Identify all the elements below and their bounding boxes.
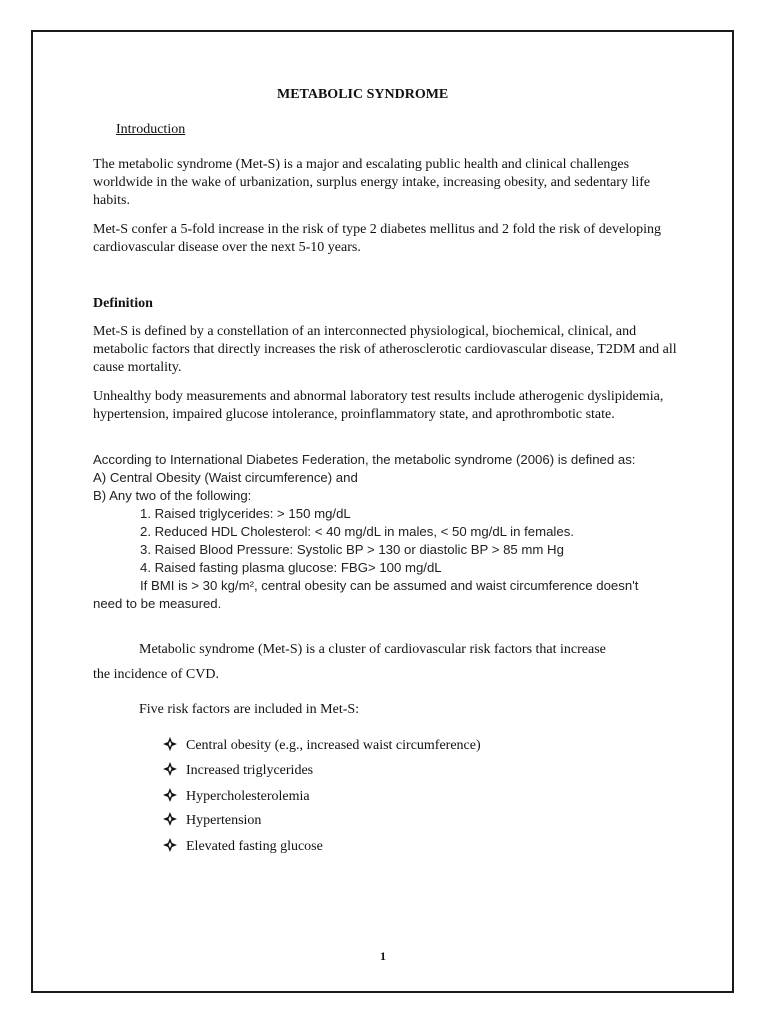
diamond-bullet-icon <box>163 737 177 751</box>
introduction-heading: Introduction <box>116 122 186 137</box>
idf-criterion-item: 2. Reduced HDL Cholesterol: < 40 mg/dL in males, < 50 mg/dL in females. <box>140 524 574 539</box>
bullet-text: Hypertension <box>186 813 262 828</box>
idf-criterion-item: 1. Raised triglycerides: > 150 mg/dL <box>140 506 351 521</box>
idf-criterion-item: 3. Raised Blood Pressure: Systolic BP > 130 or diastolic BP > 85 mm Hg <box>140 542 564 557</box>
idf-criterion-b: B) Any two of the following: <box>93 488 252 503</box>
list-item <box>163 762 313 779</box>
list-item <box>163 737 481 754</box>
idf-criterion-item: 4. Raised fasting plasma glucose: FBG> 100 mg/dL <box>140 560 442 575</box>
list-item <box>163 838 323 855</box>
definition-paragraph-2: Unhealthy body measurements and abnormal laboratory test results include atherogenic dyslipidemia, hypertension, impaired glucose intolerance, proinflammatory state, and aprothrombotic state. <box>93 389 664 422</box>
document-title: METABOLIC SYNDROME <box>277 87 449 102</box>
definition-paragraph-1: Met-S is defined by a constellation of an interconnected physiological, biochemical, clinical, and metabolic factors that directly increases the risk of atherosclerotic cardiovascular disease, T2DM and all cause mortality. <box>93 324 677 375</box>
diamond-bullet-icon <box>163 788 177 802</box>
bmi-note-line-1: If BMI is > 30 kg/m², central obesity can be assumed and waist circumference doesn't <box>140 578 639 593</box>
list-item <box>163 788 310 805</box>
intro-paragraph-2: Met-S confer a 5-fold increase in the risk of type 2 diabetes mellitus and 2 fold the risk of developing cardiovascular disease over the next 5-10 years. <box>93 222 662 255</box>
definition-heading: Definition <box>93 296 153 311</box>
idf-intro-line: According to International Diabetes Federation, the metabolic syndrome (2006) is defined as: <box>93 452 636 467</box>
cluster-line-2: the incidence of CVD. <box>93 667 219 682</box>
bullet-text: Central obesity (e.g., increased waist circumference) <box>186 738 481 753</box>
page-number: 1 <box>380 949 386 963</box>
bmi-note-line-2: need to be measured. <box>93 596 222 611</box>
diamond-bullet-icon <box>163 838 177 852</box>
diamond-bullet-icon <box>163 812 177 826</box>
bullet-text: Increased triglycerides <box>186 763 314 778</box>
list-item <box>163 812 261 829</box>
intro-paragraph-1: The metabolic syndrome (Met-S) is a major and escalating public health and clinical challenges worldwide in the wake of urbanization, surplus energy intake, increasing obesity, and sedentary life habits. <box>93 157 651 208</box>
cluster-line-1: Metabolic syndrome (Met-S) is a cluster of cardiovascular risk factors that increase <box>139 642 606 657</box>
five-risk-factors-line: Five risk factors are included in Met-S: <box>139 702 360 717</box>
diamond-bullet-icon <box>163 762 177 776</box>
bullet-text: Elevated fasting glucose <box>186 839 323 854</box>
bullet-text: Hypercholesterolemia <box>186 789 310 804</box>
idf-criterion-a: A) Central Obesity (Waist circumference) and <box>93 470 358 485</box>
